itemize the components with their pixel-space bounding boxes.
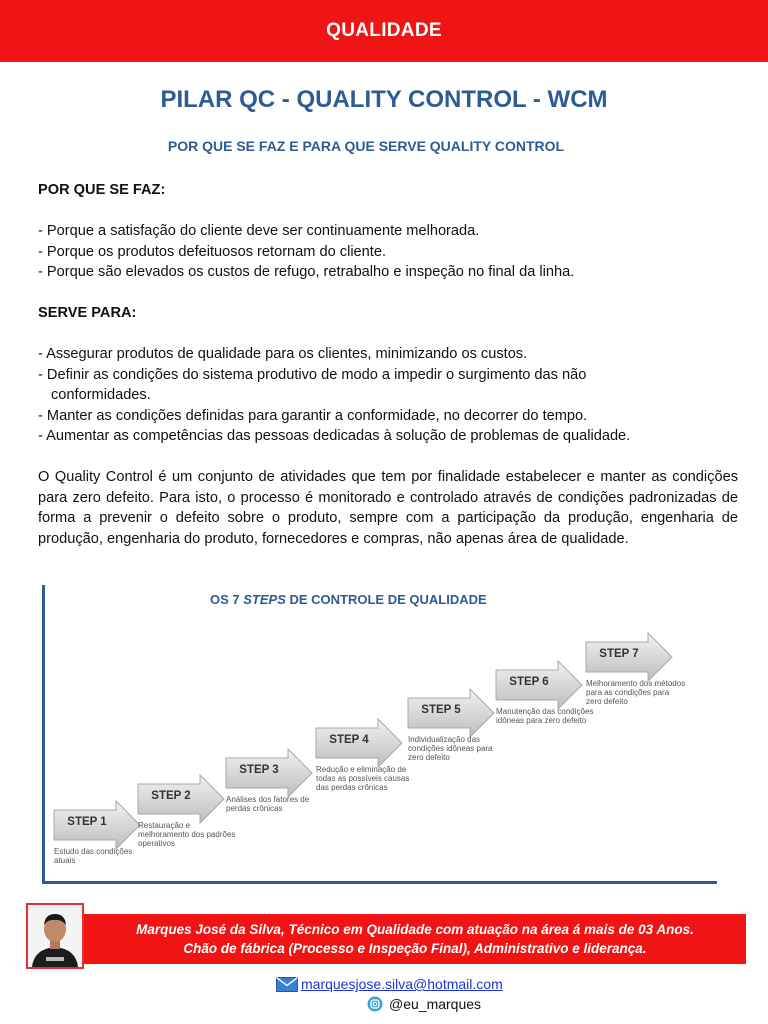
- header-banner: [0, 0, 768, 62]
- step-description: Análises dos fatores de perdas crônicas: [226, 795, 310, 813]
- seven-steps-diagram: [40, 585, 720, 887]
- step-description: Manutenção das condições idôneas para zero defeito: [496, 707, 594, 725]
- step-description: Restauração e melhoramento dos padrões operativos: [138, 821, 236, 848]
- step-label: STEP 7: [599, 648, 639, 660]
- figure-left-border: [42, 585, 45, 883]
- step-3-arrow: [224, 747, 312, 797]
- why-item: - Porque os produtos defeituosos retornam do cliente.: [38, 243, 387, 260]
- why-item: - Porque são elevados os custos de refugo, retrabalho e inspeção no final da linha.: [38, 264, 575, 280]
- step-2-arrow: [136, 773, 224, 823]
- instagram-icon: [367, 996, 383, 1012]
- step-label: STEP 5: [421, 704, 461, 716]
- why-heading: POR QUE SE FAZ:: [38, 182, 166, 198]
- description-paragraph: O Quality Control é um conjunto de atividades que tem por finalidade estabelecer e manter as condições para zero defeito. Para isto, o processo é monitorado e controlado através de condições padronizadas de forma a prevenir o defeito sobre o produto, sempre com a participação da produção, engenharia de produção, engenharia do produto, fornecedores e compras, não apenas área de qualidade.: [38, 469, 738, 547]
- page-subtitle: POR QUE SE FAZ E PARA QUE SERVE QUALITY CONTROL: [167, 138, 565, 154]
- header-title: QUALIDADE: [326, 20, 442, 41]
- step-label: STEP 2: [151, 790, 191, 802]
- serves-item: - Assegurar produtos de qualidade para os clientes, minimizando os custos.: [38, 346, 528, 362]
- step-description: Redução e eliminação de todas as possíveis causas das perdas crônicas: [316, 765, 410, 792]
- page-title: PILAR QC - QUALITY CONTROL - WCM: [160, 86, 608, 113]
- step-label: STEP 1: [67, 816, 107, 828]
- serves-item: - Manter as condições definidas para garantir a conformidade, no decorrer do tempo.: [38, 407, 588, 424]
- step-label: STEP 4: [329, 734, 369, 746]
- why-item: - Porque a satisfação do cliente deve ser continuamente melhorada.: [38, 223, 480, 239]
- figure-title: OS 7 STEPS DE CONTROLE DE QUALIDADE: [210, 592, 487, 607]
- step-7-arrow: [584, 631, 672, 681]
- step-label: STEP 3: [239, 764, 279, 776]
- step-6-arrow: [494, 659, 582, 709]
- step-description: Estudo das condições atuais: [54, 847, 133, 865]
- author-avatar: [26, 903, 84, 969]
- serves-item: - Aumentar as competências das pessoas dedicadas à solução de problemas de qualidade.: [38, 428, 631, 444]
- step-description: Individualização das condições idôneas para zero defeito: [408, 735, 493, 762]
- serves-item: - Definir as condições do sistema produtivo de modo a impedir o surgimento das não: [38, 366, 587, 383]
- email-row: [276, 976, 503, 992]
- step-description: Melhoramento dos métodos para as condições para zero defeito: [586, 679, 686, 706]
- email-link[interactable]: marquesjose.silva@hotmail.com: [301, 976, 503, 992]
- footer-line-1: Marques José da Silva, Técnico em Qualidade com atuação na área á mais de 03 Anos.: [136, 922, 694, 937]
- email-icon: [276, 977, 298, 992]
- step-label: STEP 6: [509, 676, 549, 688]
- social-row: [367, 996, 481, 1012]
- footer-banner: [84, 914, 746, 964]
- serves-item-continuation: conformidades.: [51, 387, 151, 403]
- footer-line-2: Chão de fábrica (Processo e Inspeção Final), Administrativo e liderança.: [183, 941, 647, 956]
- step-5-arrow: [406, 687, 494, 737]
- social-handle[interactable]: @eu_marques: [389, 996, 482, 1012]
- document-body: [38, 180, 738, 549]
- figure-bottom-border: [42, 881, 717, 884]
- serves-heading: SERVE PARA:: [38, 305, 137, 321]
- step-4-arrow: [314, 717, 402, 767]
- step-1-arrow: [52, 799, 140, 849]
